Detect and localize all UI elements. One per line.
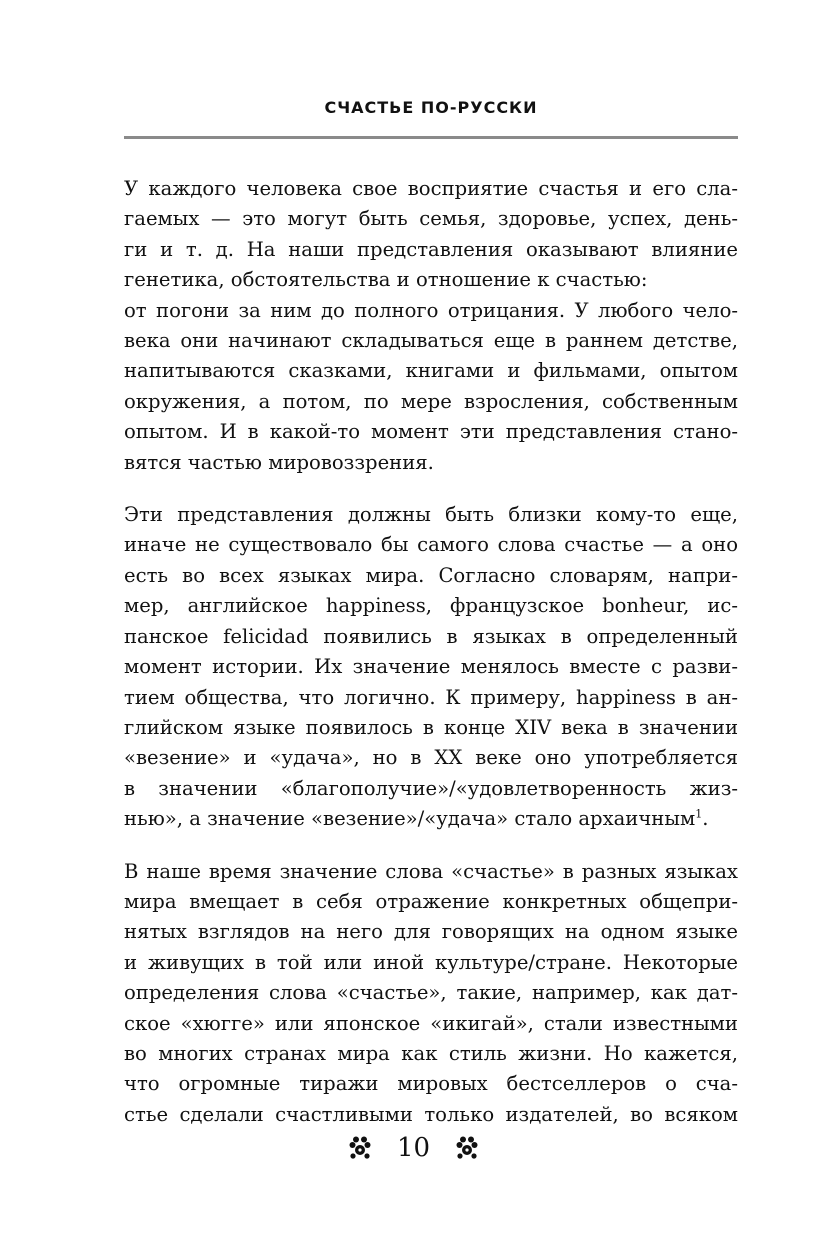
paragraph bbox=[124, 174, 738, 478]
text-line: нятых взглядов на него для говорящих на одном языке bbox=[124, 920, 738, 944]
paw-print-icon bbox=[347, 1135, 373, 1161]
page-footer bbox=[0, 1128, 827, 1168]
text-line: момент истории. Их значение менялось вместе с разви- bbox=[124, 655, 738, 679]
text-line: во многих странах мира как стиль жизни. Но кажется, bbox=[124, 1041, 738, 1065]
text-line: окружения, а потом, по мере взросления, собственным bbox=[124, 389, 738, 413]
paw-print-icon bbox=[454, 1135, 480, 1161]
text-line: глийском языке появилось в конце XIV века в значении bbox=[124, 715, 738, 739]
text-line: стье сделали счастливыми только издателей, во всяком bbox=[124, 1102, 738, 1126]
text-line: есть во всех языках мира. Согласно словарям, напри- bbox=[124, 563, 738, 587]
text-line: ское «хюгге» или японское «икигай», стали известными bbox=[124, 1011, 738, 1035]
text-line: что огромные тиражи мировых бестселлеров о сча- bbox=[124, 1072, 738, 1096]
text-line: В наше время значение слова «счастье» в разных языках bbox=[124, 859, 738, 883]
footnote-reference[interactable]: 1 bbox=[695, 807, 703, 821]
text-line: тием общества, что логично. К примеру, happiness в ан- bbox=[124, 685, 738, 709]
text-line: гаемых — это могут быть семья, здоровье, успех, день- bbox=[124, 207, 738, 231]
text-line: вятся частью мировоззрения. bbox=[124, 450, 434, 474]
page-number: 10 bbox=[396, 1133, 431, 1163]
text-line: иначе не существовало бы самого слова счастье — а оно bbox=[124, 533, 738, 557]
text-line: мер, английское happiness, французское bonheur, ис- bbox=[124, 594, 738, 618]
text-line: века они начинают складываться еще в раннем детстве, bbox=[124, 329, 738, 353]
text-line: от погони за ним до полного отрицания. У любого чело- bbox=[124, 298, 738, 322]
text-line: и живущих в той или иной культуре/стране. Некоторые bbox=[124, 950, 738, 974]
text-line: нью», а значение «везение»/«удача» стало архаичным$^1$. bbox=[124, 807, 709, 831]
text-line: в значении «благополучие»/«удовлетворенность жиз- bbox=[124, 776, 738, 800]
text-line: панское felicidad появились в языках в определенный bbox=[124, 624, 738, 648]
text-line: У каждого человека свое восприятие счастья и его сла- bbox=[124, 177, 738, 200]
text-line: напитываются сказками, книгами и фильмами, опытом bbox=[124, 359, 738, 383]
text-line: опытом. И в какой-то момент эти представления стано- bbox=[124, 420, 738, 444]
paragraph bbox=[124, 500, 738, 834]
text-line: ги и т. д. На наши представления оказывают влияние bbox=[124, 237, 738, 261]
text-line: генетика, обстоятельства и отношение к счастью: bbox=[124, 268, 648, 292]
body-text bbox=[124, 174, 738, 1152]
paragraph bbox=[124, 857, 738, 1131]
text-line-content: нью», а значение «везение»/«удача» стало архаичным bbox=[124, 807, 696, 831]
header-rule bbox=[124, 136, 738, 139]
text-line: мира вмещает в себя отражение конкретных общепри- bbox=[124, 889, 738, 913]
text-line: определения слова «счастье», такие, например, как дат- bbox=[124, 981, 738, 1005]
text-line: «везение» и «удача», но в XX веке оно употребляется bbox=[124, 746, 738, 770]
running-title: СЧАСТЬЕ ПО-РУССКИ bbox=[324, 98, 538, 117]
text-line: Эти представления должны быть близки кому-то еще, bbox=[124, 503, 738, 527]
